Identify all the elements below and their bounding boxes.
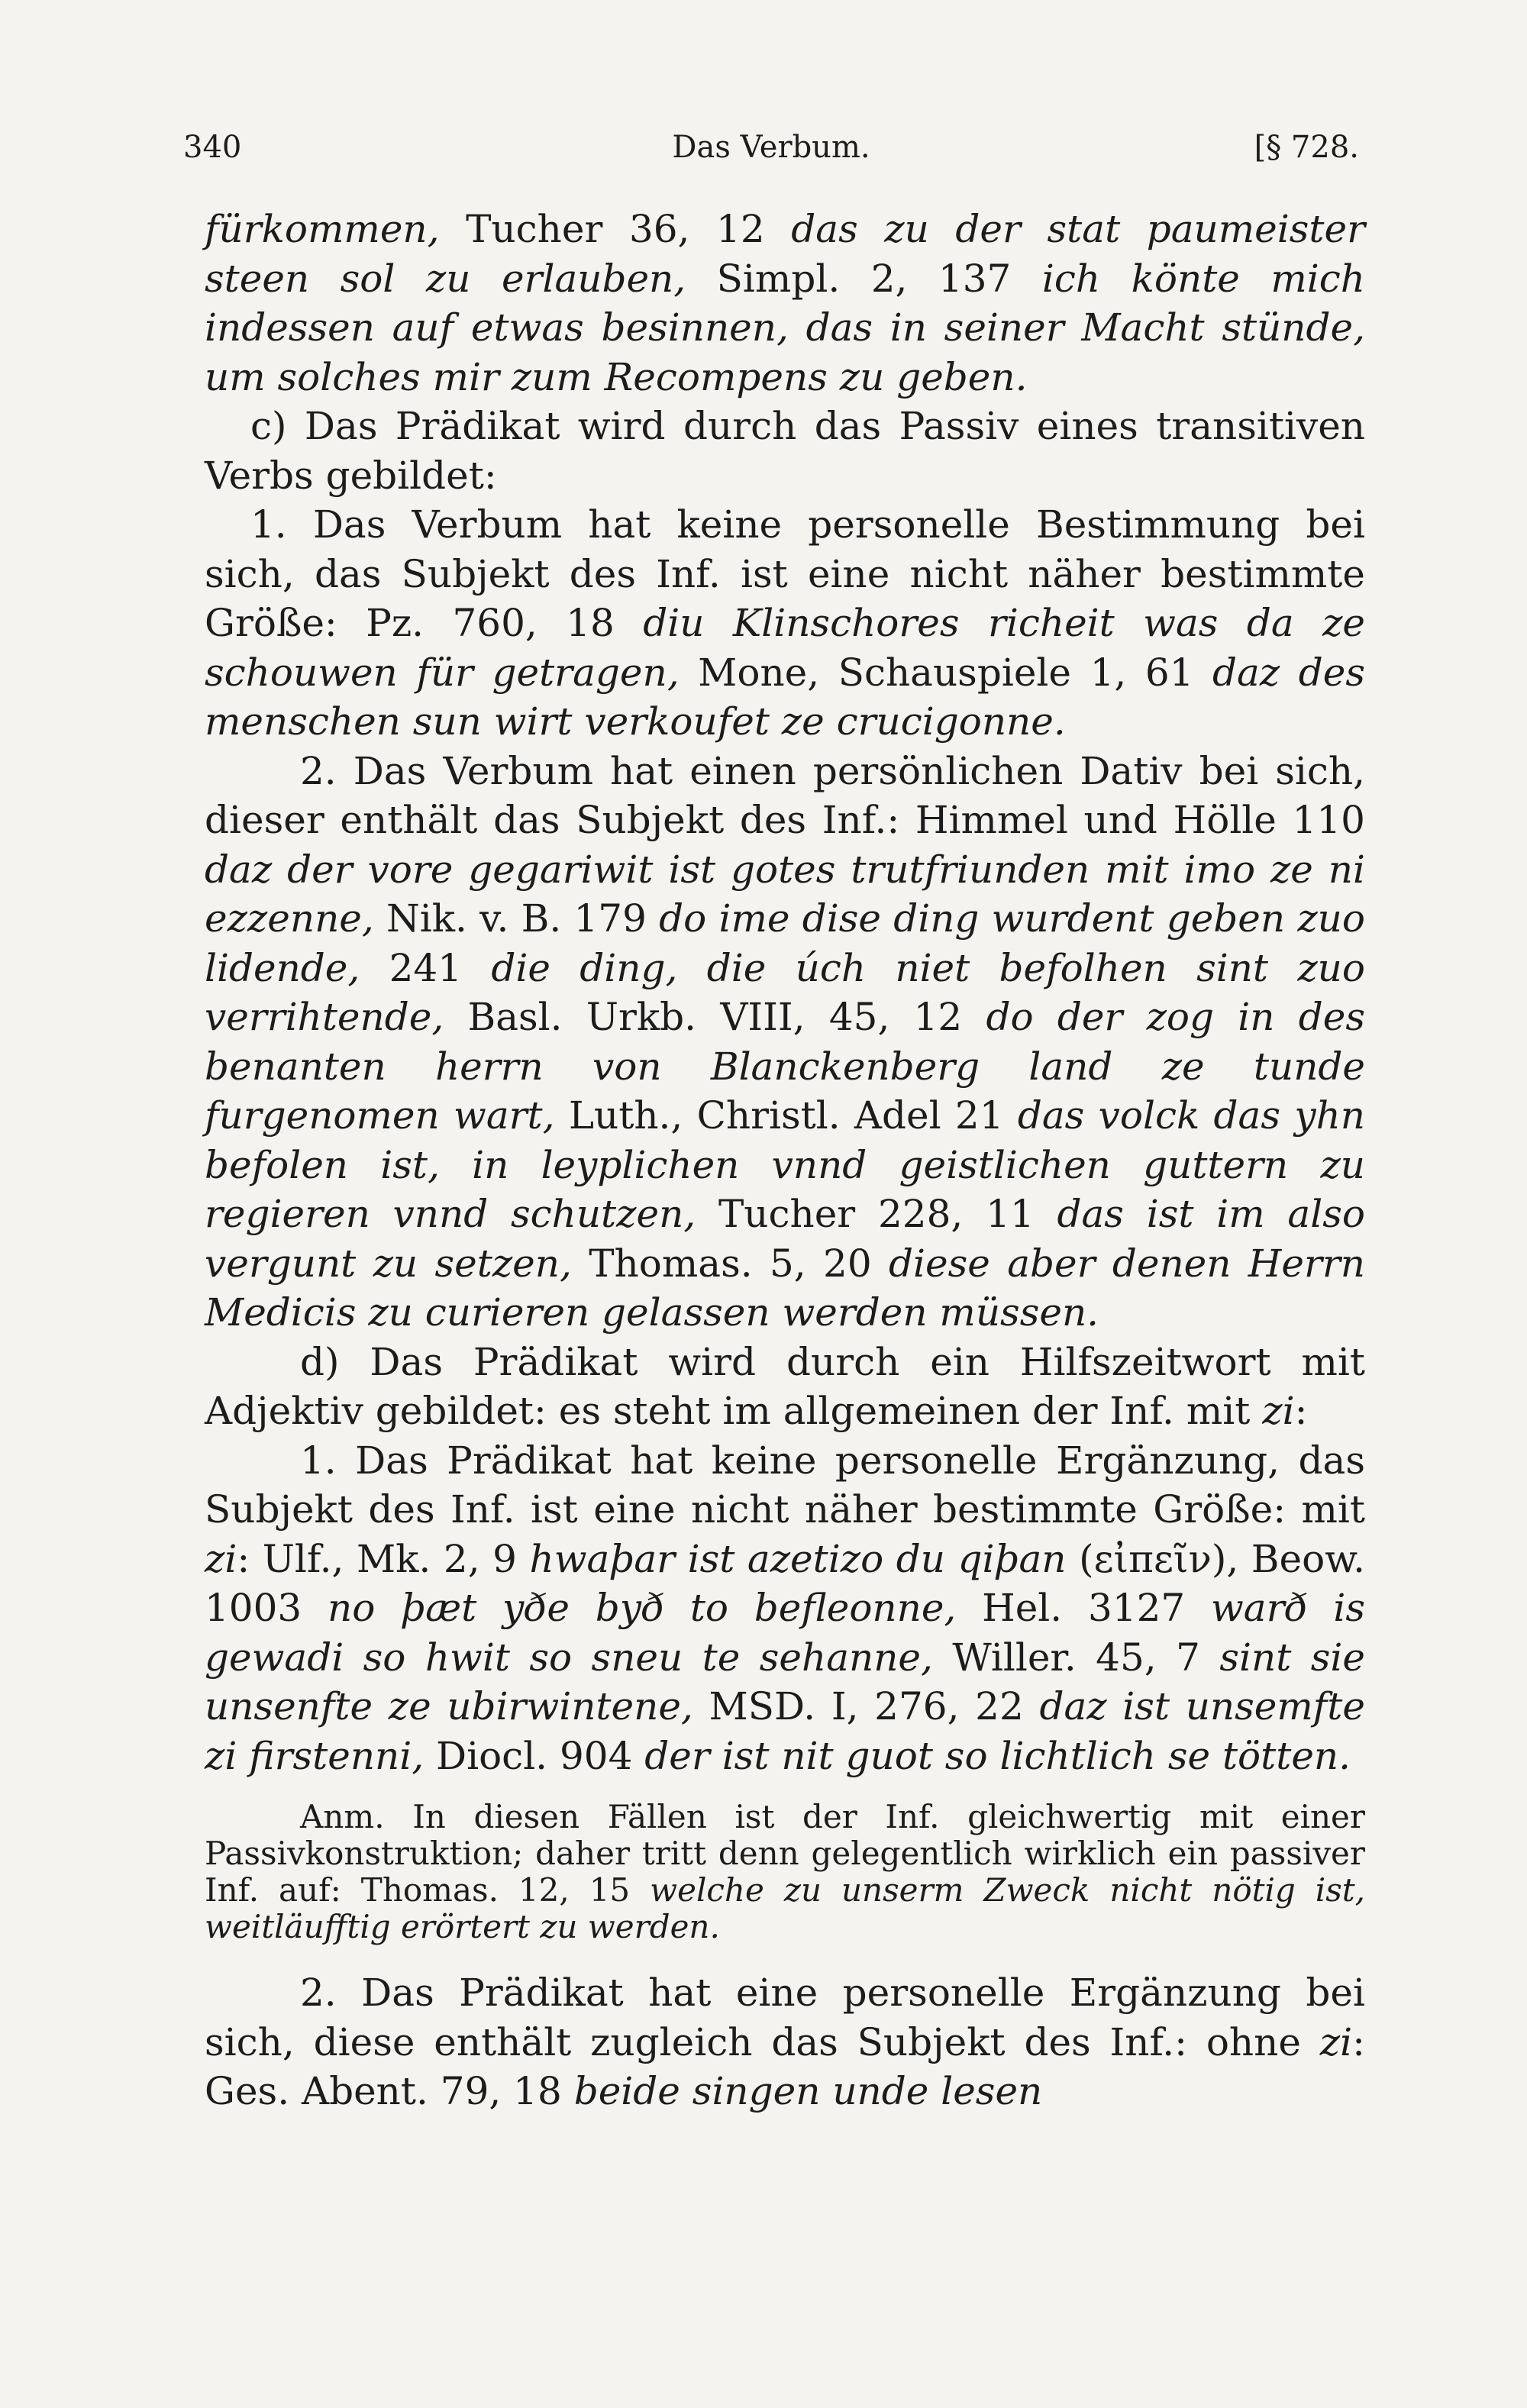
citation: Thomas. 5, 20: [571, 1241, 889, 1286]
citation: MSD. I, 276, 22: [692, 1684, 1040, 1729]
paragraph-d: [205, 1338, 1365, 1436]
term: zi: [1319, 2019, 1353, 2064]
quote: do der zog in des benanten herrn von Blanckenberg land ze tunde furgenomen wart,: [205, 995, 1365, 1138]
quote: diu Klinschores richeit was da ze schouwen für getragen,: [205, 601, 1365, 695]
quote: fürkommen,: [205, 207, 440, 251]
text: 2. Das Prädikat hat eine personelle Ergänzung bei sich, diese enthält zugleich das Subjekt des Inf.: ohne: [205, 1971, 1365, 2064]
citation: Mone, Schauspiele 1, 61: [679, 650, 1213, 695]
running-title: Das Verbum.: [672, 130, 870, 165]
quote: das zu der stat paumeister steen sol zu erlauben,: [205, 207, 1365, 301]
citation: 241: [360, 945, 492, 990]
quote: welche zu unserm Zweck nicht nötig ist, weitläufftig erörtert zu werden.: [205, 1871, 1366, 1945]
text: d) Das Prädikat wird durch ein Hilfszeitwort mit Adjektiv gebildet: es steht im allgemeinen der Inf. mit: [205, 1339, 1365, 1433]
citation: Tucher 228, 11: [696, 1192, 1057, 1236]
citation: Tucher 36, 12: [439, 207, 792, 251]
paragraph-d2: [205, 1968, 1365, 2116]
quote: der ist nit guot so lichtlich se tötten.: [644, 1733, 1351, 1778]
citation: Nik. v. B. 179: [373, 896, 660, 941]
quote: warð is gewadi so hwit so sneu te sehanne,: [205, 1586, 1366, 1680]
quote: das volck das yhn befolen ist, in leyplichen vnnd geistlichen guttern zu regieren vnnd schutzen,: [205, 1093, 1365, 1236]
quote: hwaþar ist azetizo du qiþan: [529, 1536, 1067, 1581]
quote: diese aber denen Herrn Medicis zu curieren gelassen werden müssen.: [205, 1241, 1365, 1335]
quote: daz des menschen sun wirt verkoufet ze crucigonne.: [205, 650, 1366, 744]
text: :: [1294, 1389, 1308, 1433]
paragraph-c1: [205, 500, 1365, 747]
main-text: [205, 205, 1365, 2116]
citation: Simpl. 2, 137: [686, 256, 1042, 301]
quote: ich könte mich indessen auf etwas besinnen, das in seiner Macht stünde, um solches mir zum Recompens zu geben.: [205, 256, 1365, 399]
quote: no þæt yðe byð to befleonne,: [328, 1586, 957, 1630]
note-text: Anm. In diesen Fällen ist der Inf. gleichwertig mit einer Passivkonstruktion; daher tritt denn gelegentlich wirklich ein passiver Inf. auf: Thomas. 12, 15: [205, 1798, 1365, 1909]
citation: Basl. Urkb. VIII, 45, 12: [444, 995, 986, 1039]
citation: Luth., Christl. Adel 21: [554, 1093, 1018, 1138]
quote: daz der vore gegariwit ist gotes trutfriunden mit imo ze ni ezzenne,: [205, 847, 1365, 941]
running-header: [183, 130, 1359, 183]
citation: (εἰπεῖν), Beow. 1003: [205, 1536, 1366, 1630]
term: zi: [205, 1536, 237, 1581]
citation: Hel. 3127: [956, 1586, 1211, 1630]
citation: Willer. 45, 7: [932, 1635, 1220, 1680]
quote: beide singen unde lesen: [573, 2069, 1043, 2113]
text: 1. Das Verbum hat keine personelle Bestimmung bei sich, das Subjekt des Inf. ist eine nicht näher bestimmte Größe: Pz. 760, 18: [205, 502, 1365, 645]
text: 1. Das Prädikat hat keine personelle Ergänzung, das Subjekt des Inf. ist eine nicht näher bestimmte Größe: mit: [205, 1438, 1365, 1532]
paragraph-d1: [205, 1436, 1365, 1781]
annotation-note: [205, 1799, 1365, 1945]
quote: daz ist unsemfte zi firstenni,: [205, 1684, 1365, 1778]
citation: Diocl. 904: [424, 1733, 645, 1778]
paragraph-c: [205, 402, 1365, 500]
page-number: 340: [183, 130, 242, 165]
quote: sint sie unsenfte ze ubirwintene,: [205, 1635, 1365, 1729]
section-reference: [§ 728.: [1254, 130, 1359, 165]
quote: die ding, die úch niet befolhen sint zuo verrihtende,: [205, 945, 1365, 1039]
paragraph-continuation: [205, 205, 1365, 402]
paragraph-c2: [205, 747, 1365, 1338]
quote: das ist im also vergunt zu setzen,: [205, 1192, 1365, 1286]
quote: do ime dise ding wurdent geben zuo lidende,: [205, 896, 1365, 990]
term: zi: [1262, 1389, 1295, 1433]
text: c) Das Prädikat wird durch das Passiv eines transitiven Verbs gebildet:: [205, 404, 1365, 498]
citation: : Ulf., Mk. 2, 9: [237, 1536, 530, 1581]
text: 2. Das Verbum hat einen persönlichen Dativ bei sich, dieser enthält das Subjekt des Inf.: Himmel und Hölle 110: [205, 748, 1365, 842]
citation: : Ges. Abent. 79, 18: [205, 2019, 1365, 2113]
